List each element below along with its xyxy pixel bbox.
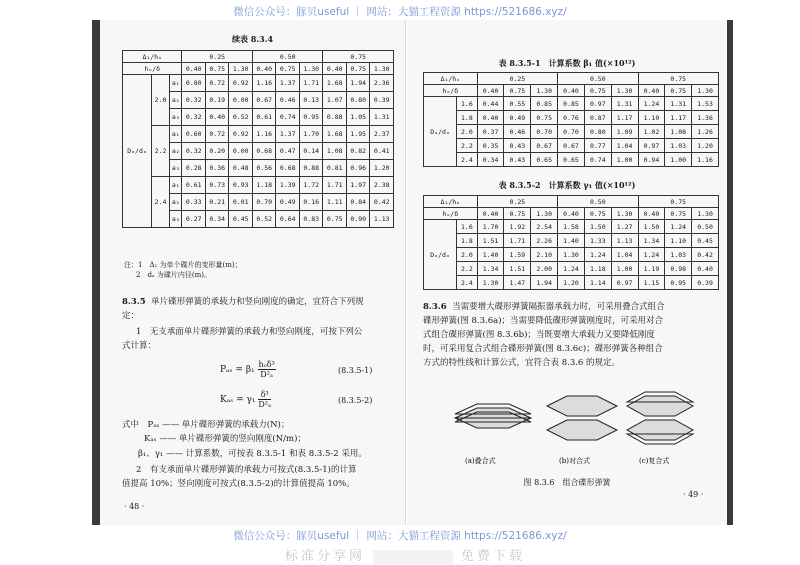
header-h-ratio: hₒ/δ [424, 208, 478, 220]
header-group: 0.75 [638, 73, 718, 85]
watermark-bottom: 微信公众号：豚贝useful ｜ 网站：大猫工程资源 https://521686.xyz/ [233, 530, 567, 542]
table-row [424, 234, 719, 248]
value-cell: 1.94 [346, 75, 370, 92]
header-cell: 0.40 [558, 85, 585, 97]
para-835-line2: 定： [122, 311, 140, 321]
value-cell: 0.64 [276, 211, 300, 228]
para-836-line5: 方式的特性线和计算公式，宜符合表 8.3.6 的规定。 [423, 358, 621, 368]
value-cell: 0.87 [584, 111, 611, 125]
header-cell: 1.30 [692, 208, 719, 220]
value-cell: 0.40 [205, 109, 229, 126]
value-cell: 1.68 [323, 126, 347, 143]
scan-edge-right [727, 20, 733, 525]
value-cell: 1.08 [665, 125, 692, 139]
header-cell: 0.40 [638, 85, 665, 97]
value-cell: 0.80 [182, 75, 206, 92]
ratio-cell: 1.8 [457, 111, 478, 125]
value-cell: 0.37 [477, 125, 504, 139]
symbol-cell: a₁ [170, 126, 182, 143]
header-cell: 1.30 [299, 63, 323, 75]
value-cell: 1.39 [276, 177, 300, 194]
value-cell: 1.71 [299, 75, 323, 92]
value-cell: 1.18 [252, 177, 276, 194]
value-cell: 2.10 [531, 248, 558, 262]
value-cell: 0.39 [692, 276, 719, 290]
value-cell: 0.93 [229, 177, 253, 194]
ratio-cell: 2.4 [457, 276, 478, 290]
symbol-cell: a₃ [170, 109, 182, 126]
header-cell: 1.30 [611, 85, 638, 97]
value-cell: 0.68 [252, 143, 276, 160]
table-row [424, 262, 719, 276]
value-cell: 0.81 [323, 160, 347, 177]
value-cell: 0.92 [229, 126, 253, 143]
value-cell: 1.02 [638, 125, 665, 139]
value-cell: 0.74 [584, 153, 611, 167]
value-cell: 0.88 [299, 160, 323, 177]
header-cell: 0.75 [504, 208, 531, 220]
value-cell: 2.26 [531, 234, 558, 248]
equation-2: Kₐₛ = γ₁ $\frac{\text{δ³}}{\text{D²ₐ}}$ [220, 390, 272, 409]
value-cell: 0.75 [531, 111, 558, 125]
symbol-cell: a₃ [170, 160, 182, 177]
table-row [123, 177, 394, 194]
table-row [424, 153, 719, 167]
value-cell: 1.34 [638, 234, 665, 248]
value-cell: 0.42 [692, 248, 719, 262]
definition-1: 式中 Pₐₛ —— 单片碟形弹簧的承载力(N)； [122, 420, 290, 430]
header-group: 0.75 [323, 51, 394, 63]
value-cell: 0.61 [182, 177, 206, 194]
ratio-cell: 2.2 [457, 139, 478, 153]
value-cell: 0.41 [370, 143, 394, 160]
header-cell: 1.30 [692, 85, 719, 97]
header-group: 0.50 [252, 51, 323, 63]
value-cell: 1.13 [370, 211, 394, 228]
fig-label-a: (a)叠合式 [465, 457, 496, 465]
value-cell: 1.20 [558, 276, 585, 290]
value-cell: 1.34 [477, 262, 504, 276]
value-cell: 1.92 [504, 220, 531, 234]
value-cell: 1.51 [504, 262, 531, 276]
right-page [407, 20, 727, 525]
fig-label-b: (b)对合式 [559, 457, 590, 465]
value-cell: 0.72 [205, 75, 229, 92]
value-cell: 0.72 [205, 126, 229, 143]
value-cell: 0.00 [229, 92, 253, 109]
header-h-ratio: hₒ/δ [424, 85, 478, 97]
header-cell: 0.75 [504, 85, 531, 97]
value-cell: 0.01 [229, 194, 253, 211]
header-group: 0.25 [182, 51, 253, 63]
row-group-label: Dₐ/dₐ [123, 75, 152, 228]
value-cell: 0.28 [182, 160, 206, 177]
value-cell: 1.30 [477, 276, 504, 290]
value-cell: 0.67 [252, 92, 276, 109]
table-row [424, 97, 719, 111]
opposed-spring-drawing [547, 396, 617, 440]
value-cell: 0.34 [477, 153, 504, 167]
value-cell: 0.27 [182, 211, 206, 228]
note-2: 2 dₐ 为碟片内径(m)。 [136, 271, 211, 279]
value-cell: 1.40 [558, 234, 585, 248]
value-cell: 0.39 [370, 92, 394, 109]
value-cell: 0.19 [205, 92, 229, 109]
value-cell: 0.80 [346, 92, 370, 109]
value-cell: 1.20 [370, 160, 394, 177]
ratio-cell: 1.6 [457, 97, 478, 111]
value-cell: 1.04 [611, 139, 638, 153]
value-cell: 1.24 [665, 220, 692, 234]
value-cell: 1.15 [638, 276, 665, 290]
value-cell: 0.49 [276, 194, 300, 211]
value-cell: 1.71 [323, 177, 347, 194]
value-cell: 0.45 [229, 211, 253, 228]
bottom-strip [255, 545, 555, 563]
value-cell: 1.00 [611, 262, 638, 276]
value-cell: 0.40 [692, 262, 719, 276]
header-cell: 0.75 [584, 208, 611, 220]
value-cell: 0.44 [477, 97, 504, 111]
row-group-label: Dₐ/dₐ [424, 97, 457, 167]
ratio-cell: 2.2 [457, 262, 478, 276]
value-cell: 0.70 [531, 125, 558, 139]
bottom-strip-box [373, 550, 453, 564]
header-group: 0.75 [638, 196, 718, 208]
value-cell: 0.75 [323, 211, 347, 228]
value-cell: 0.95 [299, 109, 323, 126]
header-cell: 1.30 [531, 85, 558, 97]
value-cell: 1.19 [638, 262, 665, 276]
value-cell: 0.20 [205, 143, 229, 160]
bottom-strip-left: 标准分享网 [284, 549, 365, 564]
value-cell: 0.40 [477, 111, 504, 125]
value-cell: 1.33 [584, 234, 611, 248]
value-cell: 0.32 [182, 92, 206, 109]
value-cell: 1.14 [584, 276, 611, 290]
value-cell: 0.46 [276, 92, 300, 109]
beta-table [423, 72, 719, 167]
ratio-cell: 1.8 [457, 234, 478, 248]
value-cell: 1.94 [531, 276, 558, 290]
header-cell: 0.40 [323, 63, 347, 75]
header-delta-ratio: Δ₁/hₒ [123, 51, 182, 63]
ratio-cell: 1.6 [457, 220, 478, 234]
value-cell: 0.43 [504, 153, 531, 167]
definition-2: Kₐₛ —— 单片碟形弹簧的竖向刚度(N/m)； [144, 434, 306, 444]
value-cell: 0.55 [504, 97, 531, 111]
table-row [424, 111, 719, 125]
value-cell: 0.92 [229, 75, 253, 92]
value-cell: 2.54 [531, 220, 558, 234]
figure-caption: 图 8.3.6 组合碟形弹簧 [523, 478, 611, 487]
table-row [424, 139, 719, 153]
header-cell: 0.75 [584, 85, 611, 97]
value-cell: 1.31 [370, 109, 394, 126]
ratio-cell: 2.0 [457, 248, 478, 262]
value-cell: 0.47 [276, 143, 300, 160]
para-836-line1: 8.3.6 当需要增大碟形弹簧隔振器承载力时，可采用叠合式组合 [423, 302, 665, 312]
value-cell: 1.08 [323, 143, 347, 160]
value-cell: 0.95 [665, 276, 692, 290]
value-cell: 0.80 [584, 125, 611, 139]
value-cell: 1.37 [276, 75, 300, 92]
header-cell: 0.40 [182, 63, 206, 75]
value-cell: 1.37 [276, 126, 300, 143]
para-item2-line2: 值提高 10%；竖向刚度可按式(8.3.5-2)的计算值提高 10%。 [122, 479, 355, 489]
left-page [100, 20, 406, 525]
value-cell: 0.97 [638, 139, 665, 153]
composite-spring-drawing [627, 392, 693, 444]
value-cell: 1.13 [611, 234, 638, 248]
left-table [122, 50, 394, 228]
value-cell: 0.45 [692, 234, 719, 248]
value-cell: 0.43 [504, 139, 531, 153]
table-row [424, 220, 719, 234]
row-group-label: Dₐ/dₐ [424, 220, 457, 290]
value-cell: 0.65 [531, 153, 558, 167]
value-cell: 1.10 [638, 111, 665, 125]
para-835-line1: 8.3.5 单片碟形弹簧的承载力和竖向刚度的确定，宜符合下列规 [122, 297, 364, 307]
header-cell: 1.30 [531, 208, 558, 220]
header-cell: 0.40 [477, 208, 504, 220]
value-cell: 0.32 [182, 109, 206, 126]
fig-label-c: (c)复合式 [639, 457, 670, 465]
value-cell: 0.67 [531, 139, 558, 153]
value-cell: 1.04 [611, 248, 638, 262]
header-delta-ratio: Δ₁/hₒ [424, 73, 478, 85]
para-item1-line1: 1 无支承面单片碟形弹簧的承载力和竖向刚度，可按下列公 [136, 327, 363, 337]
table-row [424, 276, 719, 290]
value-cell: 1.16 [252, 75, 276, 92]
value-cell: 1.24 [584, 248, 611, 262]
scan-edge-left [92, 20, 100, 525]
value-cell: 0.34 [205, 211, 229, 228]
value-cell: 1.53 [692, 97, 719, 111]
value-cell: 0.97 [584, 97, 611, 111]
table-row [424, 125, 719, 139]
value-cell: 0.16 [299, 194, 323, 211]
symbol-cell: a₁ [170, 177, 182, 194]
value-cell: 2.00 [531, 262, 558, 276]
value-cell: 1.07 [323, 92, 347, 109]
value-cell: 1.97 [346, 177, 370, 194]
value-cell: 1.16 [252, 126, 276, 143]
bottom-strip-right: 免费下载 [461, 549, 526, 564]
header-cell: 0.40 [638, 208, 665, 220]
value-cell: 0.74 [276, 109, 300, 126]
value-cell: 0.73 [205, 177, 229, 194]
value-cell: 0.67 [558, 139, 585, 153]
value-cell: 0.32 [182, 143, 206, 160]
header-cell: 0.40 [477, 85, 504, 97]
value-cell: 0.90 [346, 211, 370, 228]
ratio-cell: 2.4 [152, 177, 170, 228]
definition-3: β₁、γ₁ —— 计算系数，可按表 8.3.5-1 和表 8.3.5-2 采用。 [138, 449, 367, 459]
table-row [123, 126, 394, 143]
value-cell: 0.65 [558, 153, 585, 167]
header-cell: 0.75 [346, 63, 370, 75]
header-cell: 0.40 [558, 208, 585, 220]
value-cell: 1.30 [558, 248, 585, 262]
value-cell: 2.38 [370, 177, 394, 194]
value-cell: 1.24 [638, 97, 665, 111]
equation-1-number: (8.3.5-1) [338, 366, 373, 375]
header-group: 0.50 [558, 196, 638, 208]
header-group: 0.25 [477, 73, 557, 85]
table-row [424, 248, 719, 262]
header-cell: 1.30 [370, 63, 394, 75]
table-row [123, 75, 394, 92]
symbol-cell: a₂ [170, 143, 182, 160]
header-cell: 1.30 [611, 208, 638, 220]
value-cell: 0.98 [665, 262, 692, 276]
value-cell: 0.61 [252, 109, 276, 126]
ratio-cell: 2.0 [152, 75, 170, 126]
value-cell: 1.17 [611, 111, 638, 125]
value-cell: 0.85 [558, 97, 585, 111]
value-cell: 0.76 [558, 111, 585, 125]
header-cell: 0.75 [665, 85, 692, 97]
value-cell: 1.58 [558, 220, 585, 234]
para-item1-line2: 式计算： [122, 341, 157, 351]
value-cell: 0.70 [252, 194, 276, 211]
header-cell: 0.75 [276, 63, 300, 75]
value-cell: 1.95 [346, 126, 370, 143]
value-cell: 0.96 [346, 160, 370, 177]
header-delta-ratio: Δ₁/hₒ [424, 196, 478, 208]
value-cell: 0.82 [346, 143, 370, 160]
value-cell: 0.84 [346, 194, 370, 211]
value-cell: 1.24 [638, 248, 665, 262]
value-cell: 0.48 [229, 160, 253, 177]
value-cell: 1.31 [611, 97, 638, 111]
value-cell: 0.52 [252, 211, 276, 228]
value-cell: 0.97 [611, 276, 638, 290]
symbol-cell: a₁ [170, 75, 182, 92]
value-cell: 0.00 [229, 143, 253, 160]
value-cell: 1.03 [665, 248, 692, 262]
symbol-cell: a₂ [170, 92, 182, 109]
value-cell: 0.49 [504, 111, 531, 125]
para-836-line2: 碟形弹簧(图 8.3.6a)；当需要降低碟形弹簧刚度时，可采用对合 [423, 316, 664, 326]
value-cell: 0.33 [182, 194, 206, 211]
value-cell: 0.13 [299, 92, 323, 109]
equation-1: Pₐₛ = β₁ $\frac{\text{hₒδ³}}{\text{D²ₐ}}$ [220, 360, 275, 379]
value-cell: 1.17 [665, 111, 692, 125]
symbol-cell: a₃ [170, 211, 182, 228]
value-cell: 1.72 [299, 177, 323, 194]
value-cell: 1.10 [665, 234, 692, 248]
value-cell: 0.42 [370, 194, 394, 211]
value-cell: 1.51 [477, 234, 504, 248]
value-cell: 1.50 [638, 220, 665, 234]
value-cell: 1.71 [504, 234, 531, 248]
value-cell: 0.77 [584, 139, 611, 153]
value-cell: 1.11 [323, 194, 347, 211]
table-2-title: 表 8.3.5-2 计算系数 γ₁ 值(×10¹²) [498, 180, 636, 190]
symbol-cell: a₂ [170, 194, 182, 211]
value-cell: 2.37 [370, 126, 394, 143]
value-cell: 0.56 [252, 160, 276, 177]
value-cell: 1.03 [665, 139, 692, 153]
value-cell: 0.94 [638, 153, 665, 167]
value-cell: 0.14 [299, 143, 323, 160]
header-group: 0.25 [477, 196, 557, 208]
value-cell: 1.40 [477, 248, 504, 262]
value-cell: 1.09 [611, 125, 638, 139]
value-cell: 0.60 [182, 126, 206, 143]
gamma-table [423, 195, 719, 290]
value-cell: 1.59 [504, 248, 531, 262]
value-cell: 0.88 [323, 109, 347, 126]
value-cell: 1.68 [323, 75, 347, 92]
header-cell: 0.40 [252, 63, 276, 75]
ratio-cell: 2.2 [152, 126, 170, 177]
watermark-top: 微信公众号：豚贝useful ｜ 网站：大猫工程资源 https://521686.xyz/ [233, 6, 567, 18]
value-cell: 1.27 [611, 220, 638, 234]
value-cell: 0.70 [558, 125, 585, 139]
value-cell: 0.68 [276, 160, 300, 177]
stacked-spring-drawing [455, 404, 531, 428]
header-cell: 0.75 [665, 208, 692, 220]
equation-2-number: (8.3.5-2) [338, 396, 373, 405]
value-cell: 0.52 [229, 109, 253, 126]
para-836-line3: 式组合碟形弹簧(图 8.3.6b)；当既要增大承载力又要降低刚度 [423, 330, 655, 340]
value-cell: 1.31 [665, 97, 692, 111]
ratio-cell: 2.4 [457, 153, 478, 167]
value-cell: 0.35 [477, 139, 504, 153]
note-1: 注：1 Δ₁ 为单个碟片的变形量(m)； [124, 261, 242, 269]
right-page-number: · 49 · [683, 490, 704, 499]
value-cell: 1.16 [692, 153, 719, 167]
value-cell: 0.85 [531, 97, 558, 111]
value-cell: 2.36 [370, 75, 394, 92]
value-cell: 1.26 [692, 125, 719, 139]
ratio-cell: 2.0 [457, 125, 478, 139]
value-cell: 1.70 [477, 220, 504, 234]
value-cell: 1.50 [584, 220, 611, 234]
value-cell: 1.00 [665, 153, 692, 167]
value-cell: 1.18 [584, 262, 611, 276]
value-cell: 1.00 [611, 153, 638, 167]
value-cell: 1.05 [346, 109, 370, 126]
value-cell: 1.47 [504, 276, 531, 290]
value-cell: 1.24 [558, 262, 585, 276]
value-cell: 1.20 [692, 139, 719, 153]
table-1-title: 表 8.3.5-1 计算系数 β₁ 值(×10¹²) [498, 58, 636, 68]
value-cell: 1.36 [692, 111, 719, 125]
header-h-ratio: hₒ/δ [123, 63, 182, 75]
para-836-line4: 时，可采用复合式组合碟形弹簧(图 8.3.6c)；碟形弹簧各种组合 [423, 344, 663, 354]
value-cell: 0.50 [692, 220, 719, 234]
left-page-number: · 48 · [124, 502, 145, 511]
header-cell: 1.30 [229, 63, 253, 75]
value-cell: 0.46 [504, 125, 531, 139]
value-cell: 0.21 [205, 194, 229, 211]
value-cell: 0.36 [205, 160, 229, 177]
left-table-title: 续表 8.3.4 [231, 34, 274, 44]
combined-disc-spring-figure [447, 388, 697, 468]
value-cell: 0.83 [299, 211, 323, 228]
value-cell: 1.70 [299, 126, 323, 143]
header-group: 0.50 [558, 73, 638, 85]
para-item2-line1: 2 有支承面单片碟形弹簧的承载力可按式(8.3.5-1)的计算 [136, 465, 357, 475]
header-cell: 0.75 [205, 63, 229, 75]
